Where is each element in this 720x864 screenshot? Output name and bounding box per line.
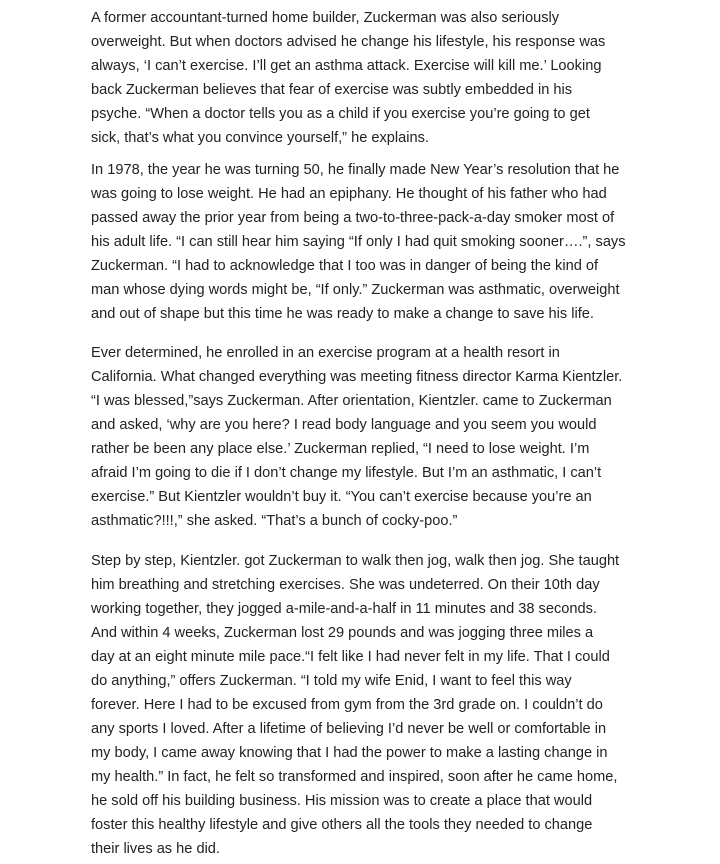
paragraph-4 — [91, 549, 691, 861]
text-line: man whose dying words might be, “If only.” Zuckerman was asthmatic, overweight — [91, 282, 620, 298]
text-line: do anything,” offers Zuckerman. “I told my wife Enid, I want to feel this way — [91, 673, 572, 689]
text-line: working together, they jogged a-mile-and-a-half in 11 minutes and 38 seconds. — [91, 601, 597, 617]
article-body — [91, 6, 691, 861]
text-line: and out of shape but this time he was ready to make a change to save his life. — [91, 306, 594, 322]
paragraph-gap — [91, 326, 691, 341]
text-line: their lives as he did. — [91, 841, 220, 857]
text-line: foster this healthy lifestyle and give others all the tools they needed to change — [91, 817, 593, 833]
text-line: rather be been any place else.’ Zuckerman replied, “I need to lose weight. I’m — [91, 441, 590, 457]
paragraph-3 — [91, 341, 691, 533]
text-line: “I was blessed,”says Zuckerman. After orientation, Kientzler. came to Zuckerman — [91, 393, 612, 409]
text-line: my body, I came away knowing that I had the power to make a lasting change in — [91, 745, 608, 761]
text-line: Ever determined, he enrolled in an exercise program at a health resort in — [91, 345, 560, 361]
text-line: Zuckerman. “I had to acknowledge that I too was in danger of being the kind of — [91, 258, 599, 274]
text-line: California. What changed everything was meeting fitness director Karma Kientzler. — [91, 369, 623, 385]
text-line: passed away the prior year from being a two-to-three-pack-a-day smoker most of — [91, 210, 615, 226]
text-line: day at an eight minute mile pace.“I felt like I had never felt in my life. That I could — [91, 649, 610, 665]
text-line: asthmatic?!!!,” she asked. “That’s a bunch of cocky-poo.” — [91, 513, 458, 529]
text-line: afraid I’m going to die if I don’t change my lifestyle. But I’m an asthmatic, I can’t — [91, 465, 602, 481]
text-line: back Zuckerman believes that fear of exercise was subtly embedded in his — [91, 82, 573, 98]
paragraph-gap — [91, 150, 691, 158]
text-line: Step by step, Kientzler. got Zuckerman to walk then jog, walk then jog. She taught — [91, 553, 620, 569]
text-line: exercise.” But Kientzler wouldn’t buy it. “You can’t exercise because you’re an — [91, 489, 592, 505]
paragraph-2 — [91, 158, 691, 326]
text-line: In 1978, the year he was turning 50, he finally made New Year’s resolution that he — [91, 162, 620, 178]
text-line: he sold off his building business. His mission was to create a place that would — [91, 793, 593, 809]
text-line: always, ‘I can’t exercise. I’ll get an asthma attack. Exercise will kill me.’ Looking — [91, 58, 602, 74]
text-line: psyche. “When a doctor tells you as a child if you exercise you’re going to get — [91, 106, 590, 122]
text-line: And within 4 weeks, Zuckerman lost 29 pounds and was jogging three miles a — [91, 625, 594, 641]
paragraph-1 — [91, 6, 691, 150]
text-line: forever. Here I had to be excused from gym from the 3rd grade on. I couldn’t do — [91, 697, 603, 713]
text-line: him breathing and stretching exercises. She was undeterred. On their 10th day — [91, 577, 600, 593]
text-line: sick, that’s what you convince yourself,” he explains. — [91, 130, 429, 146]
text-line: any sports I loved. After a lifetime of believing I’d never be well or comfortable in — [91, 721, 607, 737]
paragraph-gap — [91, 533, 691, 549]
text-line: my health.” In fact, he felt so transformed and inspired, soon after he came home, — [91, 769, 618, 785]
text-line: and asked, ‘why are you here? I read body language and you seem you would — [91, 417, 597, 433]
text-line: his adult life. “I can still hear him saying “If only I had quit smoking sooner….”, says — [91, 234, 626, 250]
text-line: was going to lose weight. He had an epiphany. He thought of his father who had — [91, 186, 607, 202]
text-line: overweight. But when doctors advised he change his lifestyle, his response was — [91, 34, 606, 50]
text-line: A former accountant-turned home builder, Zuckerman was also seriously — [91, 10, 560, 26]
